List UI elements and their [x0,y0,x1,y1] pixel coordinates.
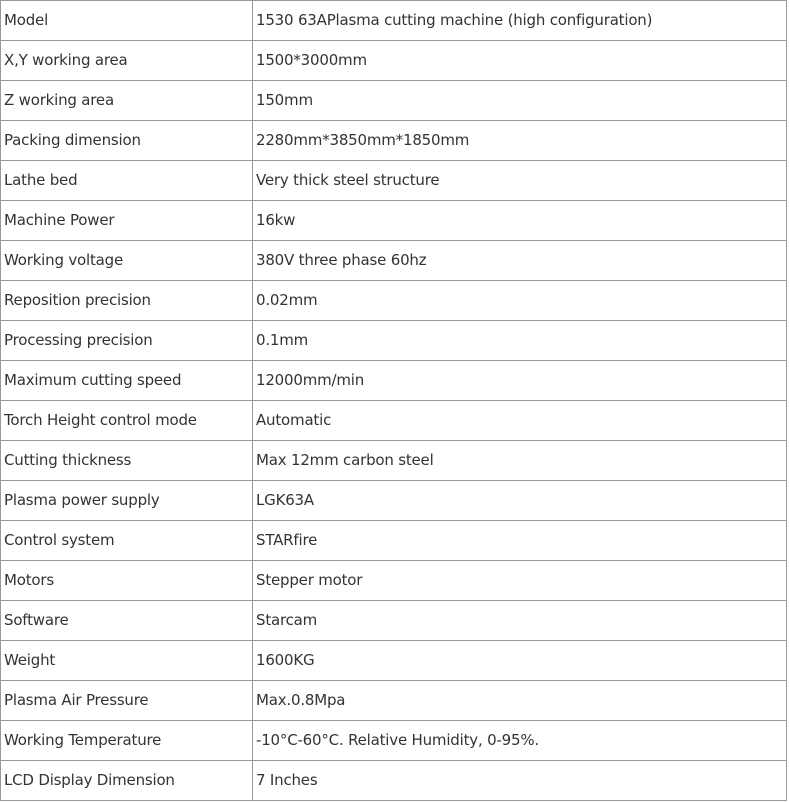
spec-label: Plasma power supply [1,481,253,521]
spec-value: 12000mm/min [253,361,787,401]
spec-value: Max.0.8Mpa [253,681,787,721]
spec-label: Cutting thickness [1,441,253,481]
spec-label: Z working area [1,81,253,121]
table-row [1,241,787,281]
spec-value: 1500*3000mm [253,41,787,81]
spec-label: Torch Height control mode [1,401,253,441]
table-row [1,441,787,481]
table-row [1,761,787,801]
spec-label: Plasma Air Pressure [1,681,253,721]
table-row [1,601,787,641]
spec-label: X,Y working area [1,41,253,81]
spec-label: Model [1,1,253,41]
table-row [1,321,787,361]
spec-label: Lathe bed [1,161,253,201]
spec-value: 16kw [253,201,787,241]
spec-label: Working Temperature [1,721,253,761]
spec-value: 150mm [253,81,787,121]
spec-value: STARfire [253,521,787,561]
spec-label: Working voltage [1,241,253,281]
spec-label: Software [1,601,253,641]
spec-value: -10°C-60°C. Relative Humidity, 0-95%. [253,721,787,761]
table-row [1,281,787,321]
spec-label: Reposition precision [1,281,253,321]
table-row [1,561,787,601]
table-row [1,201,787,241]
spec-value: 0.1mm [253,321,787,361]
spec-value: Automatic [253,401,787,441]
spec-value: 7 Inches [253,761,787,801]
spec-label: Machine Power [1,201,253,241]
spec-label: Motors [1,561,253,601]
spec-value: 2280mm*3850mm*1850mm [253,121,787,161]
spec-label: LCD Display Dimension [1,761,253,801]
spec-label: Maximum cutting speed [1,361,253,401]
spec-value: Starcam [253,601,787,641]
spec-value: LGK63A [253,481,787,521]
table-row [1,161,787,201]
spec-value: 1600KG [253,641,787,681]
table-row [1,481,787,521]
spec-value: 1530 63APlasma cutting machine (high configuration) [253,1,787,41]
spec-label: Control system [1,521,253,561]
spec-label: Packing dimension [1,121,253,161]
spec-value: 0.02mm [253,281,787,321]
spec-value: Very thick steel structure [253,161,787,201]
spec-value: Max 12mm carbon steel [253,441,787,481]
spec-value: Stepper motor [253,561,787,601]
table-row [1,121,787,161]
spec-table-body [1,1,787,801]
table-row [1,1,787,41]
table-row [1,81,787,121]
table-row [1,401,787,441]
spec-label: Weight [1,641,253,681]
table-row [1,41,787,81]
table-row [1,361,787,401]
table-row [1,521,787,561]
table-row [1,681,787,721]
table-row [1,721,787,761]
table-row [1,641,787,681]
spec-value: 380V three phase 60hz [253,241,787,281]
spec-label: Processing precision [1,321,253,361]
